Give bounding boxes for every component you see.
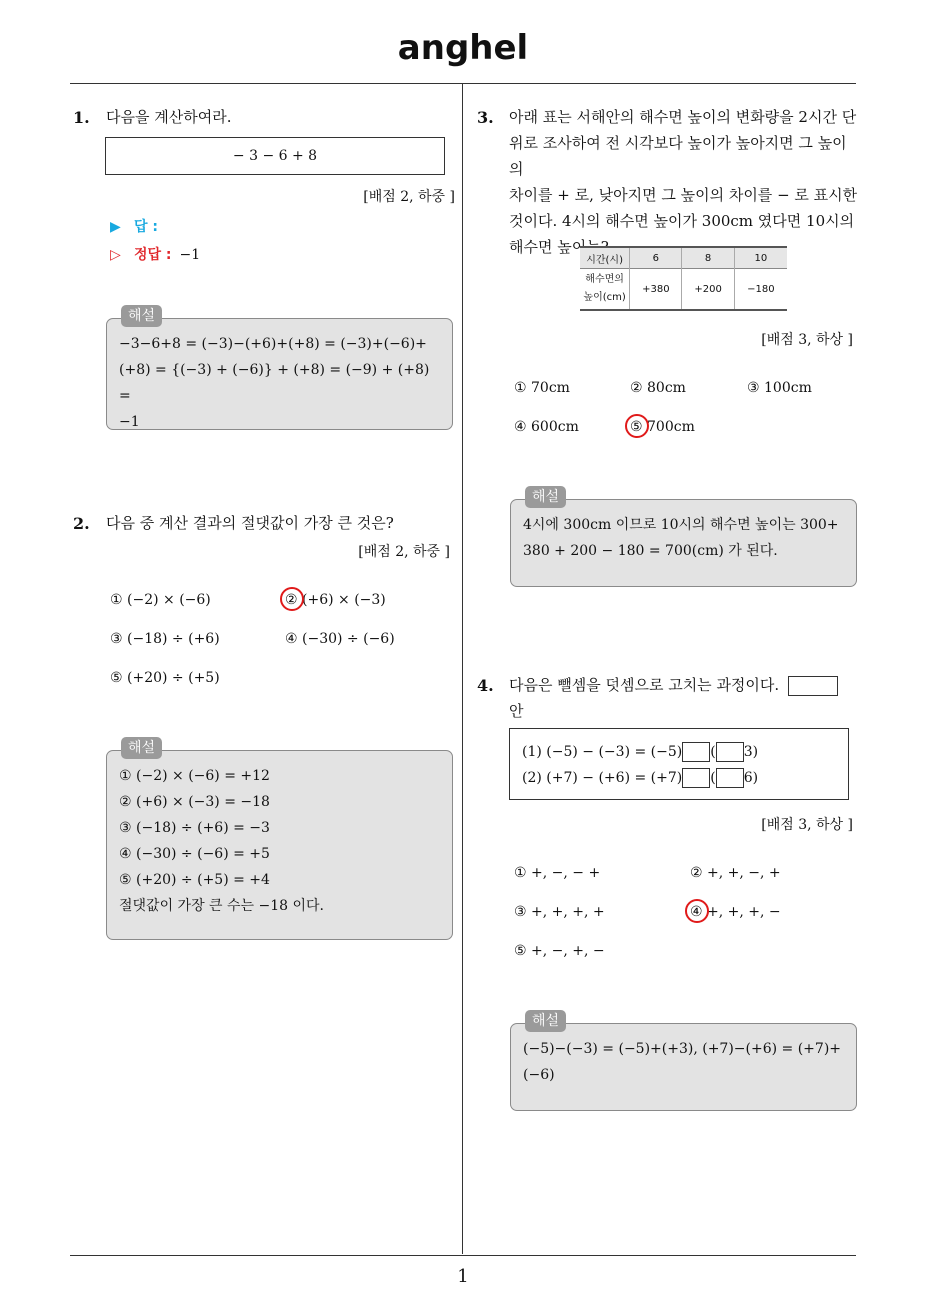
solution-tag: 해설 [121, 305, 162, 327]
question-3-text-line: 아래 표는 서해안의 해수면 높이의 변화량을 2시간 단 [509, 108, 857, 126]
row-label-line: 해수면의 [585, 274, 624, 285]
solution-line: ④ (−30) ÷ (−6) = +5 [119, 846, 270, 862]
question-4-choice-2[interactable]: ② +, +, −, + [690, 865, 781, 881]
question-4-choice-5[interactable]: ⑤ +, −, +, − [514, 943, 605, 959]
question-4-expression: (1) (−5) − (−3) = (−5) ( 3) [522, 744, 759, 760]
table-header-cell: 6 [630, 247, 682, 269]
question-2-solution-box [106, 740, 453, 940]
solution-line: (−6) [523, 1067, 555, 1083]
question-2-choice-3[interactable]: ③ (−18) ÷ (+6) [110, 631, 220, 647]
question-3-solution-box [510, 489, 857, 587]
question-3-choice-2[interactable]: ② 80cm [630, 380, 686, 396]
question-3-text-line: 것이다. 4시의 해수면 높이가 300cm 였다면 10시의 [509, 212, 855, 230]
question-4-choice-4[interactable]: ④ +, +, +, − [690, 904, 781, 920]
question-1-score: [배점 2, 하중 ] [363, 189, 455, 205]
expression-text: 3) [743, 744, 759, 760]
expression-text: (1) (−5) − (−3) = (−5) [522, 744, 683, 760]
question-2-score: [배점 2, 하중 ] [358, 544, 450, 560]
outline-triangle-icon: ▷ [110, 247, 121, 263]
question-4-number: 4. [477, 676, 494, 695]
solution-line: (+8) = {(−3) + (−6)} + (+8) = (−9) + (+8) = [119, 362, 430, 404]
header-rule [70, 83, 856, 84]
table-cell: +200 [682, 269, 734, 311]
question-4-choice-1[interactable]: ① +, −, − + [514, 865, 601, 881]
question-2-text: 다음 중 계산 결과의 절댓값이 가장 큰 것은? [106, 514, 394, 532]
page-number: 1 [457, 1266, 469, 1287]
solution-line: (−5)−(−3) = (−5)+(+3), (+7)−(+6) = (+7)+ [523, 1041, 842, 1057]
question-4-text-line [509, 672, 859, 724]
solution-line: −3−6+8 = (−3)−(+6)+(+8) = (−3)+(−6)+ [119, 336, 427, 352]
question-1-solution-box [106, 308, 453, 430]
question-1-correct-row [110, 244, 200, 264]
question-4-text-part: 안 [509, 702, 524, 720]
question-3-choice-1[interactable]: ① 70cm [514, 380, 570, 396]
blank-box[interactable] [716, 742, 744, 762]
question-3-number: 3. [477, 108, 494, 127]
question-1-expression-box [105, 137, 445, 175]
solution-line: ② (+6) × (−3) = −18 [119, 794, 270, 810]
sea-level-table [580, 246, 787, 311]
question-3-text-line: 해수면 높이는? [509, 238, 609, 256]
blank-box[interactable] [716, 768, 744, 788]
column-divider [462, 84, 463, 1254]
table-header-row [580, 247, 787, 269]
solution-line: ① (−2) × (−6) = +12 [119, 768, 270, 784]
question-1-answer-row [110, 216, 158, 236]
question-2-choice-4[interactable]: ④ (−30) ÷ (−6) [285, 631, 395, 647]
question-4-solution-box [510, 1013, 857, 1111]
question-3-choice-3[interactable]: ③ 100cm [747, 380, 812, 396]
question-4-score: [배점 3, 하상 ] [761, 817, 853, 833]
table-header-cell: 10 [734, 247, 787, 269]
footer-rule [70, 1255, 856, 1256]
question-2-choice-1[interactable]: ① (−2) × (−6) [110, 592, 211, 608]
solution-line: 380 + 200 − 180 = 700(cm) 가 된다. [523, 543, 778, 559]
question-4-choice-3[interactable]: ③ +, +, +, + [514, 904, 605, 920]
solution-tag: 해설 [525, 1010, 566, 1032]
correct-label: 정답 : [134, 247, 172, 263]
question-3-text-line: 위로 조사하여 전 시각보다 높이가 높아지면 그 높이의 [509, 134, 847, 178]
question-4-expression: (2) (+7) − (+6) = (+7) ( 6) [522, 770, 759, 786]
table-row [580, 269, 787, 311]
question-1-text: 다음을 계산하여라. [106, 108, 232, 126]
question-1-number: 1. [73, 108, 90, 127]
row-label-line: 높이(cm) [583, 292, 626, 303]
expression-text: 6) [743, 770, 759, 786]
table-header-cell: 시간(시) [586, 254, 623, 266]
expression-text: (2) (+7) − (+6) = (+7) [522, 770, 683, 786]
solution-tag: 해설 [525, 486, 566, 508]
question-4-expression-box [509, 728, 849, 800]
table-header-cell: 8 [682, 247, 734, 269]
question-4-text-part: 다음은 뺄셈을 덧셈으로 고치는 과정이다. [509, 676, 780, 694]
blank-box[interactable] [682, 768, 710, 788]
solution-line: ⑤ (+20) ÷ (+5) = +4 [119, 872, 270, 888]
table-cell: +380 [630, 269, 682, 311]
question-2-number: 2. [73, 514, 90, 533]
solution-line: 절댓값이 가장 큰 수는 −18 이다. [119, 898, 325, 914]
question-3-text [509, 104, 859, 260]
question-1-correct-value: −1 [179, 247, 201, 263]
page-title: anghel [397, 28, 529, 68]
solution-line: −1 [119, 414, 140, 430]
play-triangle-icon: ▶ [110, 219, 121, 235]
blank-box[interactable] [682, 742, 710, 762]
question-2-choice-2[interactable]: ② (+6) × (−3) [285, 592, 386, 608]
answer-label: 답 : [134, 219, 158, 235]
question-3-score: [배점 3, 하상 ] [761, 332, 853, 348]
question-1-expression: − 3 − 6 + 8 [232, 148, 318, 164]
table-row-label [580, 269, 630, 311]
solution-line: ③ (−18) ÷ (+6) = −3 [119, 820, 270, 836]
blank-box [788, 676, 838, 696]
question-3-choice-4[interactable]: ④ 600cm [514, 419, 579, 435]
question-3-choice-5[interactable]: ⑤ 700cm [630, 419, 695, 435]
question-3-text-line: 차이를 + 로, 낮아지면 그 높이의 차이를 − 로 표시한 [509, 186, 858, 204]
table-cell: −180 [734, 269, 787, 311]
solution-line: 4시에 300cm 이므로 10시의 해수면 높이는 300+ [523, 517, 839, 533]
solution-tag: 해설 [121, 737, 162, 759]
question-2-choice-5[interactable]: ⑤ (+20) ÷ (+5) [110, 670, 220, 686]
